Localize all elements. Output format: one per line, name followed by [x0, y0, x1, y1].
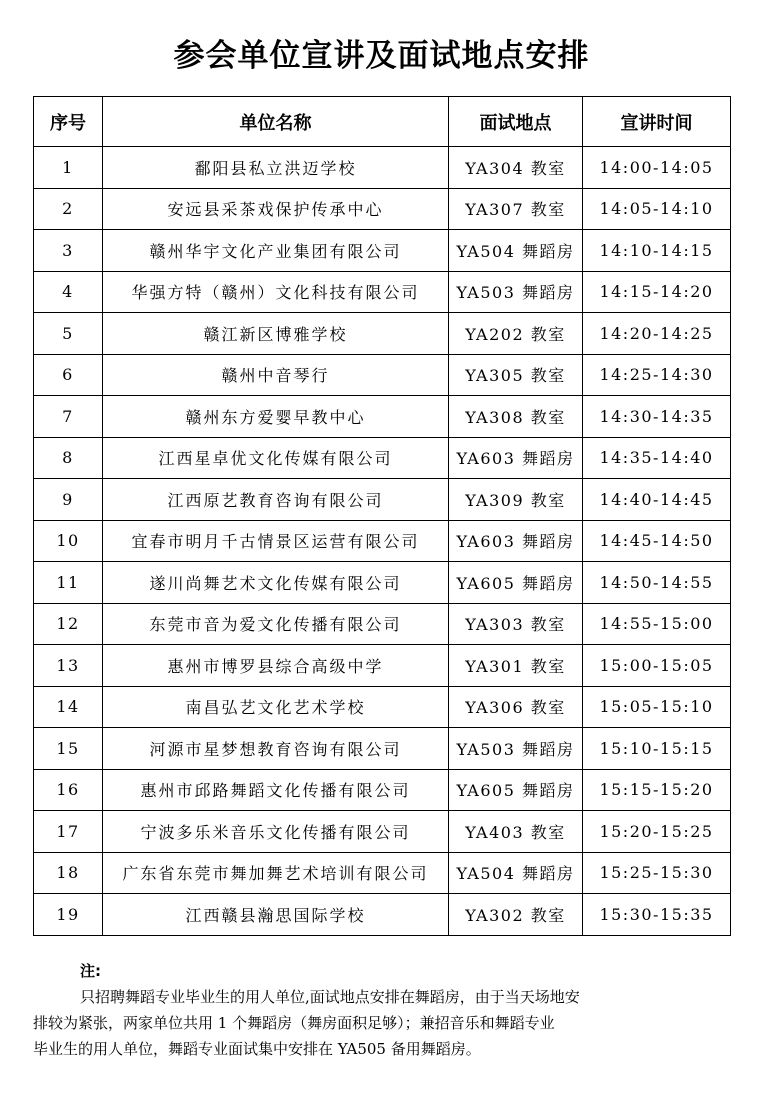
note-section [80, 958, 720, 984]
cell-location: YA605 舞蹈房 [449, 562, 583, 604]
table-row [34, 147, 731, 189]
table-body [34, 147, 731, 936]
table-row [34, 728, 731, 770]
cell-unit-name: 安远县采茶戏保护传承中心 [103, 188, 449, 230]
cell-location: YA504 舞蹈房 [449, 230, 583, 272]
table-row [34, 894, 731, 936]
table-row [34, 562, 731, 604]
cell-index: 15 [34, 728, 103, 770]
cell-unit-name: 江西星卓优文化传媒有限公司 [103, 437, 449, 479]
cell-time: 15:10-15:15 [583, 728, 731, 770]
cell-index: 6 [34, 354, 103, 396]
cell-index: 18 [34, 852, 103, 894]
cell-unit-name: 赣州东方爱婴早教中心 [103, 396, 449, 438]
cell-location: YA307 教室 [449, 188, 583, 230]
cell-index: 16 [34, 769, 103, 811]
table-row [34, 645, 731, 687]
cell-time: 15:30-15:35 [583, 894, 731, 936]
table-row [34, 396, 731, 438]
table-row [34, 852, 731, 894]
cell-time: 14:20-14:25 [583, 313, 731, 355]
cell-unit-name: 广东省东莞市舞加舞艺术培训有限公司 [103, 852, 449, 894]
note-line-1: 只招聘舞蹈专业毕业生的用人单位,面试地点安排在舞蹈房，由于当天场地安 [80, 988, 580, 1006]
note-line-2: 排较为紧张，两家单位共用 1 个舞蹈房（舞房面积足够）；兼招音乐和舞蹈专业 [33, 1014, 555, 1032]
cell-location: YA503 舞蹈房 [449, 271, 583, 313]
cell-time: 14:35-14:40 [583, 437, 731, 479]
table-header-row [34, 97, 731, 147]
table-row [34, 437, 731, 479]
cell-time: 14:15-14:20 [583, 271, 731, 313]
cell-location: YA603 舞蹈房 [449, 437, 583, 479]
cell-unit-name: 江西赣县瀚思国际学校 [103, 894, 449, 936]
schedule-table [33, 96, 731, 936]
cell-unit-name: 南昌弘艺文化艺术学校 [103, 686, 449, 728]
cell-location: YA403 教室 [449, 811, 583, 853]
table-row [34, 188, 731, 230]
cell-unit-name: 赣州华宇文化产业集团有限公司 [103, 230, 449, 272]
cell-index: 2 [34, 188, 103, 230]
cell-time: 15:20-15:25 [583, 811, 731, 853]
column-header-time: 宣讲时间 [583, 97, 731, 147]
cell-time: 14:00-14:05 [583, 147, 731, 189]
cell-location: YA305 教室 [449, 354, 583, 396]
cell-unit-name: 江西原艺教育咨询有限公司 [103, 479, 449, 521]
cell-time: 14:55-15:00 [583, 603, 731, 645]
cell-unit-name: 遂川尚舞艺术文化传媒有限公司 [103, 562, 449, 604]
column-header-index: 序号 [34, 97, 103, 147]
note-line-3: 毕业生的用人单位，舞蹈专业面试集中安排在 YA505 备用舞蹈房。 [33, 1040, 481, 1058]
cell-location: YA306 教室 [449, 686, 583, 728]
cell-index: 3 [34, 230, 103, 272]
cell-index: 7 [34, 396, 103, 438]
table-row [34, 230, 731, 272]
cell-unit-name: 惠州市邱路舞蹈文化传播有限公司 [103, 769, 449, 811]
cell-time: 14:05-14:10 [583, 188, 731, 230]
cell-unit-name: 华强方特（赣州）文化科技有限公司 [103, 271, 449, 313]
table-row [34, 354, 731, 396]
cell-unit-name: 赣州中音琴行 [103, 354, 449, 396]
cell-time: 15:00-15:05 [583, 645, 731, 687]
cell-time: 15:25-15:30 [583, 852, 731, 894]
cell-time: 14:45-14:50 [583, 520, 731, 562]
cell-unit-name: 赣江新区博雅学校 [103, 313, 449, 355]
cell-location: YA603 舞蹈房 [449, 520, 583, 562]
cell-location: YA605 舞蹈房 [449, 769, 583, 811]
cell-time: 14:50-14:55 [583, 562, 731, 604]
cell-location: YA503 舞蹈房 [449, 728, 583, 770]
table-row [34, 686, 731, 728]
table-row [34, 603, 731, 645]
table-row [34, 769, 731, 811]
cell-index: 10 [34, 520, 103, 562]
cell-time: 14:10-14:15 [583, 230, 731, 272]
cell-unit-name: 惠州市博罗县综合高级中学 [103, 645, 449, 687]
table-row [34, 271, 731, 313]
cell-location: YA301 教室 [449, 645, 583, 687]
cell-index: 9 [34, 479, 103, 521]
table-row [34, 313, 731, 355]
cell-time: 14:30-14:35 [583, 396, 731, 438]
cell-time: 15:15-15:20 [583, 769, 731, 811]
cell-index: 5 [34, 313, 103, 355]
cell-location: YA302 教室 [449, 894, 583, 936]
note-label: 注: [80, 962, 101, 980]
cell-unit-name: 河源市星梦想教育咨询有限公司 [103, 728, 449, 770]
column-header-unit-name: 单位名称 [103, 97, 449, 147]
cell-location: YA308 教室 [449, 396, 583, 438]
cell-time: 14:40-14:45 [583, 479, 731, 521]
page-title: 参会单位宣讲及面试地点安排 [173, 38, 590, 74]
cell-index: 14 [34, 686, 103, 728]
cell-index: 19 [34, 894, 103, 936]
cell-location: YA304 教室 [449, 147, 583, 189]
cell-index: 12 [34, 603, 103, 645]
cell-time: 15:05-15:10 [583, 686, 731, 728]
cell-location: YA504 舞蹈房 [449, 852, 583, 894]
table-row [34, 479, 731, 521]
cell-index: 1 [34, 147, 103, 189]
cell-index: 11 [34, 562, 103, 604]
table-row [34, 520, 731, 562]
cell-location: YA202 教室 [449, 313, 583, 355]
cell-location: YA303 教室 [449, 603, 583, 645]
cell-time: 14:25-14:30 [583, 354, 731, 396]
cell-unit-name: 鄱阳县私立洪迈学校 [103, 147, 449, 189]
cell-unit-name: 东莞市音为爱文化传播有限公司 [103, 603, 449, 645]
cell-unit-name: 宜春市明月千古情景区运营有限公司 [103, 520, 449, 562]
cell-index: 17 [34, 811, 103, 853]
column-header-location: 面试地点 [449, 97, 583, 147]
cell-index: 4 [34, 271, 103, 313]
cell-index: 8 [34, 437, 103, 479]
cell-index: 13 [34, 645, 103, 687]
table-row [34, 811, 731, 853]
cell-unit-name: 宁波多乐米音乐文化传播有限公司 [103, 811, 449, 853]
cell-location: YA309 教室 [449, 479, 583, 521]
